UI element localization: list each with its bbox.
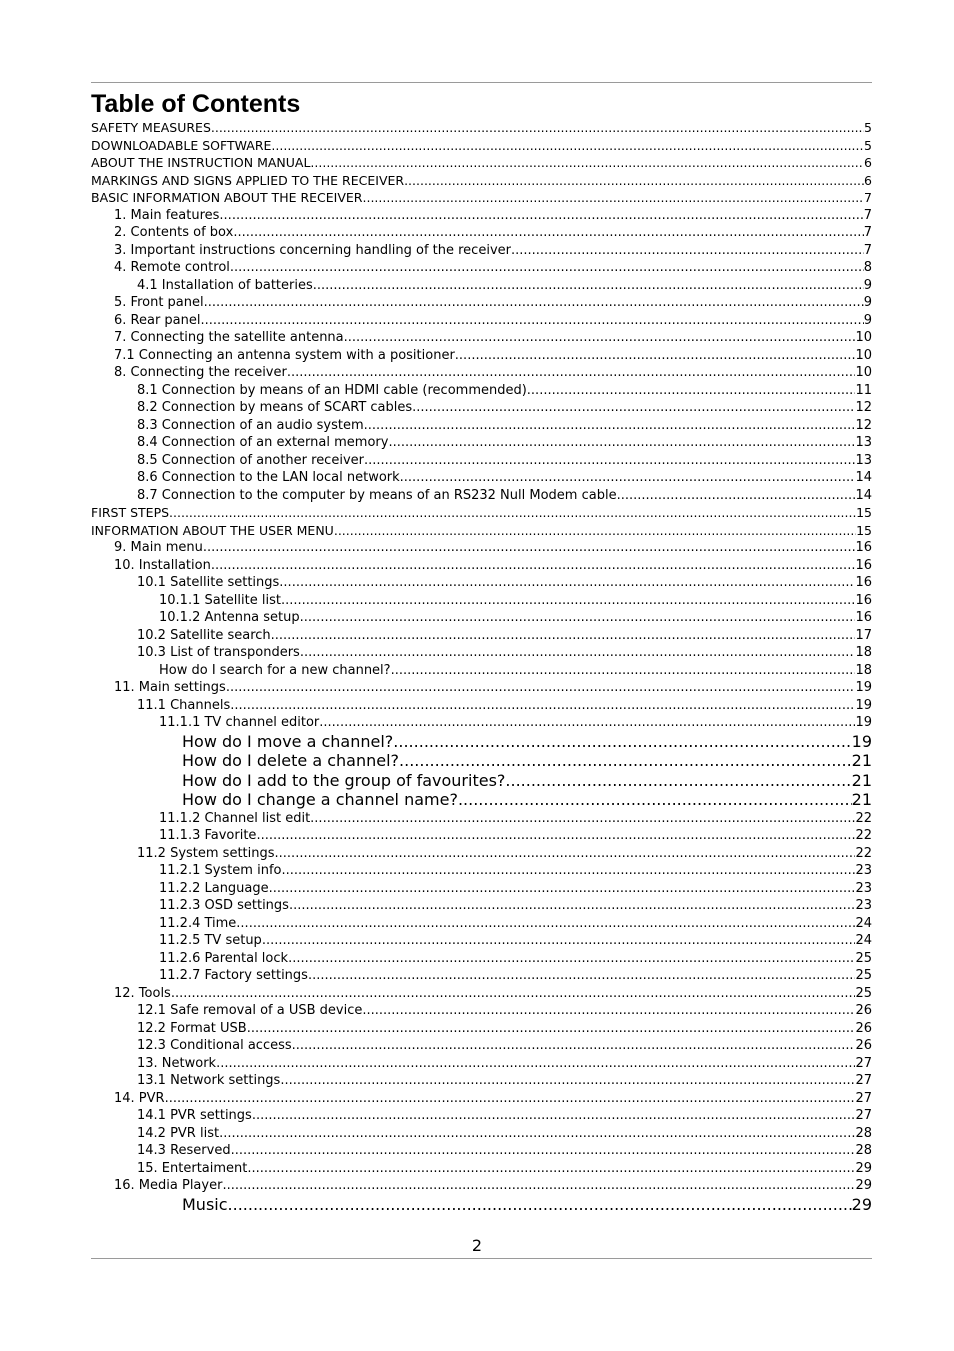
toc-entry-page: 8 [863, 260, 872, 275]
dot-leader [219, 1125, 855, 1143]
toc-entry[interactable] [91, 207, 872, 225]
toc-entry[interactable] [91, 417, 872, 435]
toc-entry-title: 4. Remote control [114, 260, 230, 275]
toc-entry-title: 11.2.7 Factory settings [159, 968, 308, 983]
toc-entry-title: 14.2 PVR list [137, 1125, 220, 1141]
dot-leader [313, 277, 864, 295]
toc-entry-title: 7.1 Connecting an antenna system with a positioner [114, 347, 455, 363]
toc-entry-title: How do I change a channel name? [182, 790, 458, 809]
toc-entry[interactable] [91, 137, 872, 155]
toc-entry-title: 16. Media Player [114, 1178, 223, 1193]
toc-entry-title: 5. Front panel [114, 295, 204, 310]
page-number: 2 [471, 1236, 483, 1255]
dot-leader [233, 224, 863, 242]
toc-entry[interactable] [91, 224, 872, 242]
toc-entry[interactable] [91, 771, 872, 791]
dot-leader [288, 950, 855, 968]
toc-entry[interactable] [91, 1090, 872, 1108]
toc-entry[interactable] [91, 1125, 872, 1143]
dot-leader [230, 697, 855, 715]
dot-leader [236, 915, 855, 933]
toc-entry-page: 26 [855, 1020, 872, 1036]
toc-entry-page: 15 [856, 505, 872, 520]
toc-entry[interactable] [91, 862, 872, 880]
toc-entry[interactable] [91, 364, 872, 382]
toc-entry-page: 26 [855, 1003, 872, 1018]
toc-entry-title: How do I search for a new channel? [159, 662, 391, 678]
toc-entry[interactable] [91, 469, 872, 487]
dot-leader [269, 880, 856, 898]
toc-entry[interactable] [91, 347, 872, 365]
toc-entry[interactable] [91, 714, 872, 732]
toc-entry-page: 5 [864, 120, 872, 135]
toc-entry-page: 16 [855, 540, 872, 555]
dot-leader [310, 810, 855, 828]
dot-leader [458, 790, 852, 810]
toc-entry[interactable] [91, 1142, 872, 1160]
toc-entry[interactable] [91, 827, 872, 845]
toc-entry-title: 13. Network [137, 1055, 217, 1071]
dot-leader [412, 399, 855, 417]
toc-entry-title: 11.2 System settings [137, 845, 275, 861]
toc-entry[interactable] [91, 697, 872, 715]
toc-entry-page: 9 [863, 277, 872, 293]
toc-entry[interactable] [91, 880, 872, 898]
toc-entry-page: 25 [855, 985, 872, 1001]
toc-entry-title: DOWNLOADABLE SOFTWARE [91, 137, 272, 153]
toc-entry[interactable] [91, 1002, 872, 1020]
toc-entry-title: 11.1.3 Favorite [159, 828, 257, 843]
toc-entry-page: 10 [855, 365, 872, 380]
dot-leader [292, 1037, 856, 1055]
toc-entry-title: ABOUT THE INSTRUCTION MANUAL [91, 155, 311, 170]
toc-entry-page: 28 [855, 1125, 872, 1141]
toc-entry-title: 12.3 Conditional access [137, 1038, 292, 1053]
toc-entry-title: 8.5 Connection of another receiver [137, 452, 364, 468]
dot-leader [280, 1072, 855, 1090]
toc-entry-title: 8.1 Connection by means of an HDMI cable (recommended) [137, 382, 527, 398]
toc-entry-title: 11.1 Channels [137, 697, 231, 713]
dot-leader [228, 1195, 852, 1215]
toc-entry[interactable] [91, 609, 872, 627]
toc-entry-title: 8.3 Connection of an audio system [137, 417, 364, 433]
toc-entry-title: Music [182, 1194, 228, 1214]
toc-entry-page: 17 [855, 627, 872, 643]
toc-entry-page: 18 [855, 662, 872, 678]
dot-leader [364, 452, 855, 470]
toc-entry-page: 22 [855, 810, 872, 826]
toc-entry-page: 9 [863, 295, 872, 310]
toc-entry-title: 8.6 Connection to the LAN local network [137, 470, 400, 485]
toc-entry[interactable] [91, 790, 872, 810]
toc-entry[interactable] [91, 434, 872, 452]
dot-leader [231, 1142, 856, 1160]
dot-leader [505, 771, 851, 791]
toc-entry-title: 13.1 Network settings [137, 1073, 281, 1088]
toc-entry[interactable] [91, 751, 872, 771]
toc-entry-title: MARKINGS AND SIGNS APPLIED TO THE RECEIVER [91, 172, 405, 188]
toc-entry-page: 16 [855, 592, 872, 608]
toc-entry-title: 10. Installation [114, 557, 211, 573]
toc-entry[interactable] [91, 845, 872, 863]
toc-entry-page: 7 [864, 190, 872, 205]
toc-entry-title: 14.1 PVR settings [137, 1108, 252, 1123]
toc-entry-page: 6 [864, 155, 872, 170]
dot-leader [393, 732, 851, 752]
toc-entry-title: 10.1.1 Satellite list [159, 592, 281, 608]
toc-entry-page: 15 [856, 522, 872, 538]
toc-entry[interactable] [91, 1160, 872, 1178]
dot-leader [455, 347, 856, 365]
toc-entry[interactable] [91, 539, 872, 557]
dot-leader [271, 137, 864, 155]
toc-entry-page: 27 [855, 1090, 872, 1106]
toc-entry[interactable] [91, 452, 872, 470]
toc-entry[interactable] [91, 242, 872, 260]
toc-entry[interactable] [91, 967, 872, 985]
dot-leader [287, 364, 856, 382]
dot-leader [165, 1090, 856, 1108]
toc-entry-page: 12 [855, 417, 872, 433]
toc-entry-title: 10.3 List of transponders [137, 645, 300, 660]
toc-entry-page: 16 [855, 610, 872, 625]
toc-entry-page: 29 [851, 1194, 872, 1214]
toc-entry[interactable] [91, 294, 872, 312]
toc-entry[interactable] [91, 259, 872, 277]
toc-entry[interactable] [91, 950, 872, 968]
toc-entry-page: 23 [855, 880, 872, 896]
toc-entry-title: 11.2.5 TV setup [159, 933, 262, 948]
dot-leader [364, 417, 856, 435]
toc-entry[interactable] [91, 574, 872, 592]
toc-entry-page: 7 [863, 207, 872, 223]
toc-entry-page: 7 [863, 242, 872, 258]
toc-entry[interactable] [91, 1107, 872, 1125]
toc-entry-title: 11.2.2 Language [159, 880, 269, 896]
dot-leader [247, 1020, 856, 1038]
toc-entry-title: 8. Connecting the receiver [114, 365, 287, 380]
toc-entry-title: BASIC INFORMATION ABOUT THE RECEIVER [91, 190, 363, 205]
dot-leader [275, 845, 856, 863]
toc-entry[interactable] [91, 172, 872, 190]
page-title: Table of Contents [91, 90, 301, 118]
dot-leader [279, 574, 855, 592]
toc-entry-page: 16 [855, 575, 872, 590]
toc-entry-title: 6. Rear panel [114, 312, 201, 328]
toc-entry[interactable] [91, 627, 872, 645]
toc-entry-page: 29 [855, 1178, 872, 1193]
toc-entry-page: 28 [855, 1143, 872, 1158]
toc-entry-page: 10 [855, 347, 872, 363]
dot-leader [247, 1160, 855, 1178]
dot-leader [527, 382, 856, 400]
toc-entry[interactable] [91, 932, 872, 950]
toc-entry-page: 9 [863, 312, 872, 328]
toc-entry-page: 7 [863, 225, 872, 240]
toc-entry-title: 11.1.1 TV channel editor [159, 715, 320, 730]
dot-leader [391, 662, 856, 680]
toc-entry-title: 12.1 Safe removal of a USB device [137, 1003, 363, 1018]
toc-entry-title: 11.2.1 System info [159, 863, 282, 878]
toc-entry-title: 7. Connecting the satellite antenna [114, 330, 344, 345]
toc-entry-title: FIRST STEPS [91, 505, 170, 520]
toc-entry[interactable] [91, 897, 872, 915]
toc-entry-title: 8.7 Connection to the computer by means of an RS232 Null Modem cable [137, 487, 617, 503]
toc-entry-page: 13 [855, 452, 872, 468]
toc-entry[interactable] [91, 732, 872, 752]
toc-entry-page: 21 [851, 770, 872, 790]
dot-leader [171, 985, 856, 1003]
dot-leader [300, 609, 856, 627]
toc-entry-page: 27 [855, 1055, 872, 1071]
dot-leader [399, 751, 852, 771]
toc-entry-page: 19 [855, 680, 872, 695]
top-rule [91, 82, 872, 83]
dot-leader [300, 644, 856, 662]
toc-entry[interactable] [91, 329, 872, 347]
dot-leader [271, 627, 856, 645]
toc-entry-page: 16 [855, 557, 872, 573]
toc-entry-title: 3. Important instructions concerning handling of the receiver [114, 242, 511, 258]
toc-entry-page: 19 [855, 715, 872, 730]
toc-entry-title: 2. Contents of box [114, 225, 234, 240]
toc-entry-title: INFORMATION ABOUT THE USER MENU [91, 522, 334, 538]
bottom-rule [91, 1258, 872, 1259]
toc-entry-title: 14.3 Reserved [137, 1143, 231, 1158]
toc-entry-page: 23 [855, 898, 872, 913]
dot-leader [319, 714, 855, 732]
toc-entry-page: 5 [864, 137, 872, 153]
toc-entry-page: 23 [855, 863, 872, 878]
toc-entry-page: 6 [864, 172, 872, 188]
toc-entry-title: 11.2.4 Time [159, 915, 237, 931]
toc-entry[interactable] [91, 662, 872, 680]
toc-entry-page: 26 [855, 1038, 872, 1053]
dot-leader [204, 294, 864, 312]
dot-leader [222, 1177, 855, 1195]
toc-entry-page: 27 [855, 1108, 872, 1123]
toc-entry[interactable] [91, 1177, 872, 1195]
toc-entry[interactable] [91, 679, 872, 697]
toc-entry-title: 8.2 Connection by means of SCART cables [137, 400, 413, 415]
toc-entry-title: 11.2.6 Parental lock [159, 950, 289, 966]
toc-entry[interactable] [91, 810, 872, 828]
dot-leader [226, 679, 856, 697]
toc-entry[interactable] [91, 504, 872, 522]
toc-entry-title: 11. Main settings [114, 680, 226, 695]
toc-entry[interactable] [91, 189, 872, 207]
toc-entry[interactable] [91, 1020, 872, 1038]
toc-entry-title: 11.2.3 OSD settings [159, 898, 289, 913]
toc-entry-page: 22 [855, 845, 872, 861]
dot-leader [404, 172, 864, 190]
dot-leader [211, 557, 856, 575]
dot-leader [310, 154, 864, 172]
toc-entry[interactable] [91, 985, 872, 1003]
table-of-contents [91, 119, 872, 1214]
toc-entry-page: 25 [855, 968, 872, 983]
toc-entry-page: 11 [855, 382, 872, 398]
toc-entry[interactable] [91, 557, 872, 575]
toc-entry[interactable] [91, 1055, 872, 1073]
dot-leader [216, 1055, 855, 1073]
dot-leader [201, 312, 864, 330]
dot-leader [308, 967, 856, 985]
dot-leader [617, 487, 856, 505]
dot-leader [203, 539, 856, 557]
toc-entry-title: SAFETY MEASURES [91, 120, 211, 135]
dot-leader [262, 932, 856, 950]
toc-entry[interactable] [91, 312, 872, 330]
toc-entry-page: 25 [855, 950, 872, 966]
toc-entry[interactable] [91, 487, 872, 505]
dot-leader [344, 329, 856, 347]
toc-entry-page: 19 [851, 731, 872, 751]
toc-entry-page: 14 [855, 470, 872, 485]
toc-entry-title: 4.1 Installation of batteries [137, 277, 313, 293]
dot-leader [169, 504, 856, 522]
toc-entry-title: 8.4 Connection of an external memory [137, 435, 389, 450]
toc-entry[interactable] [91, 1195, 872, 1215]
dot-leader [289, 897, 856, 915]
toc-entry[interactable] [91, 644, 872, 662]
dot-leader [400, 469, 856, 487]
toc-entry-title: 12.2 Format USB [137, 1020, 247, 1036]
dot-leader [219, 207, 863, 225]
toc-entry-page: 19 [855, 697, 872, 713]
toc-entry-title: 10.2 Satellite search [137, 627, 271, 643]
toc-entry-title: How do I move a channel? [182, 731, 394, 751]
toc-entry[interactable] [91, 119, 872, 137]
dot-leader [211, 119, 864, 137]
dot-leader [281, 862, 855, 880]
toc-entry-page: 24 [855, 933, 872, 948]
toc-entry-page: 14 [855, 487, 872, 503]
toc-entry[interactable] [91, 1072, 872, 1090]
toc-entry-title: 15. Entertaiment [137, 1160, 248, 1176]
toc-entry[interactable] [91, 399, 872, 417]
toc-entry-page: 22 [855, 828, 872, 843]
toc-entry-title: 11.1.2 Channel list edit [159, 810, 311, 826]
toc-entry-title: 9. Main menu [114, 540, 203, 555]
toc-entry-title: 14. PVR [114, 1090, 165, 1106]
toc-entry-title: 1. Main features [114, 207, 220, 223]
toc-entry-page: 27 [855, 1073, 872, 1088]
toc-entry[interactable] [91, 1037, 872, 1055]
toc-entry[interactable] [91, 592, 872, 610]
toc-entry-title: How do I delete a channel? [182, 751, 400, 770]
toc-entry-page: 12 [855, 400, 872, 415]
toc-entry-page: 21 [851, 751, 872, 770]
toc-entry-title: How do I add to the group of favourites? [182, 770, 506, 790]
toc-entry[interactable] [91, 915, 872, 933]
toc-entry-page: 18 [855, 645, 872, 660]
dot-leader [363, 189, 865, 207]
dot-leader [230, 259, 864, 277]
toc-entry-title: 12. Tools [114, 985, 171, 1001]
toc-entry[interactable] [91, 154, 872, 172]
toc-entry[interactable] [91, 382, 872, 400]
dot-leader [362, 1002, 855, 1020]
toc-entry[interactable] [91, 522, 872, 540]
dot-leader [281, 592, 856, 610]
toc-entry-page: 24 [855, 915, 872, 931]
dot-leader [334, 522, 856, 540]
toc-entry-page: 29 [855, 1160, 872, 1176]
dot-leader [252, 1107, 856, 1125]
toc-entry-page: 10 [855, 330, 872, 345]
toc-entry-title: 10.1 Satellite settings [137, 575, 280, 590]
toc-entry[interactable] [91, 277, 872, 295]
dot-leader [511, 242, 864, 260]
dot-leader [256, 827, 855, 845]
toc-entry-page: 21 [851, 790, 872, 809]
toc-entry-page: 13 [855, 435, 872, 450]
dot-leader [388, 434, 855, 452]
toc-entry-title: 10.1.2 Antenna setup [159, 610, 300, 625]
